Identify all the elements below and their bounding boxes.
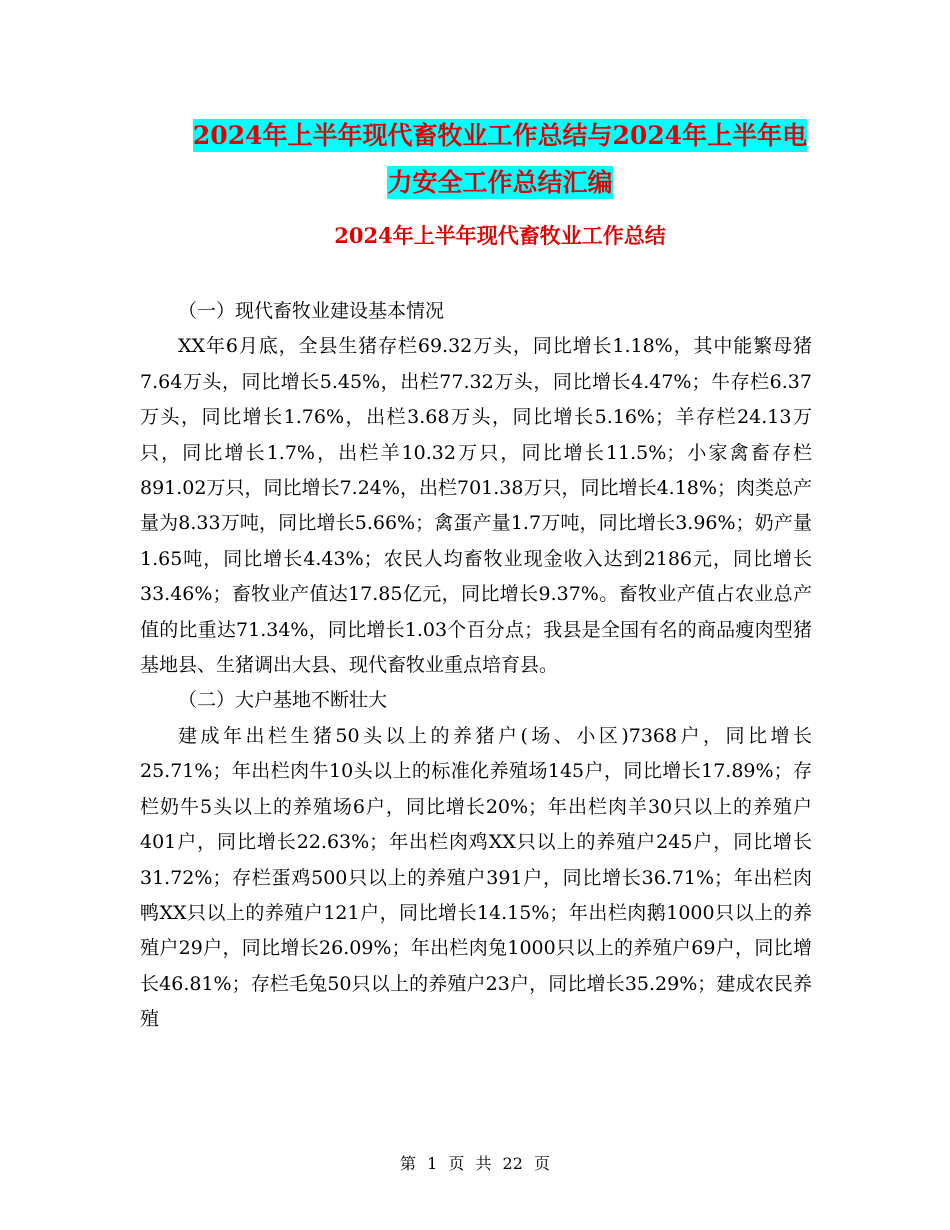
paragraph-basic-situation: XX年6月底，全县生猪存栏69.32万头，同比增长1.18%，其中能繁母猪7.64万头，同比增长5.45%，出栏77.32万头，同比增长4.47%；牛存栏6.37万头，同比增长1.76%，出栏3.68万头，同比增长5.16%；羊存栏24.13万只，同比增长1.7%，出栏羊10.32万只，同比增长11.5%；小家禽畜存栏891.02万只，同比增长7.24%，出栏701.38万只，同比增长4.18%；肉类总产量为8.33万吨，同比增长5.66%；禽蛋产量1.7万吨，同比增长3.96%；奶产量1.65吨，同比增长4.43%；农民人均畜牧业现金收入达到2186元，同比增长33.46%；畜牧业产值达17.85亿元，同比增长9.37%。畜牧业产值占农业总产值的比重达71.34%，同比增长1.03个百分点；我县是全国有名的商品瘦肉型猪基地县、生猪调出大县、现代畜牧业重点培育县。: [140, 335, 812, 677]
section-title: 2024年上半年现代畜牧业工作总结: [334, 223, 666, 248]
subheading-basic-situation: （一）现代畜牧业建设基本情况: [178, 300, 445, 322]
paragraph-large-farms: 建成年出栏生猪50头以上的养猪户(场、小区)7368户，同比增长25.71%；年出栏肉牛10头以上的标准化养殖场145户，同比增长17.89%；存栏奶牛5头以上的养殖场6户，同比增长20%；年出栏肉羊30只以上的养殖户401户，同比增长22.63%；年出栏肉鸡XX只以上的养殖户245户，同比增长31.72%；存栏蛋鸡500只以上的养殖户391户，同比增长36.71%；年出栏肉鸭XX只以上的养殖户121户，同比增长14.15%；年出栏肉鹅1000只以上的养殖户29户，同比增长26.09%；年出栏肉兔1000只以上的养殖户69户，同比增长46.81%；存栏毛兔50只以上的养殖户23户，同比增长35.29%；建成农民养殖: [140, 724, 812, 1031]
subheading-large-farms: （二）大户基地不断壮大: [178, 689, 388, 712]
page-number-footer: 第 1 页 共 22 页: [400, 1154, 550, 1173]
document-body: [140, 294, 812, 1038]
title-line-2: 力安全工作总结汇编: [387, 168, 613, 197]
document-title: [140, 112, 860, 206]
title-line-1: 2024年上半年现代畜牧业工作总结与2024年上半年电: [192, 121, 808, 150]
